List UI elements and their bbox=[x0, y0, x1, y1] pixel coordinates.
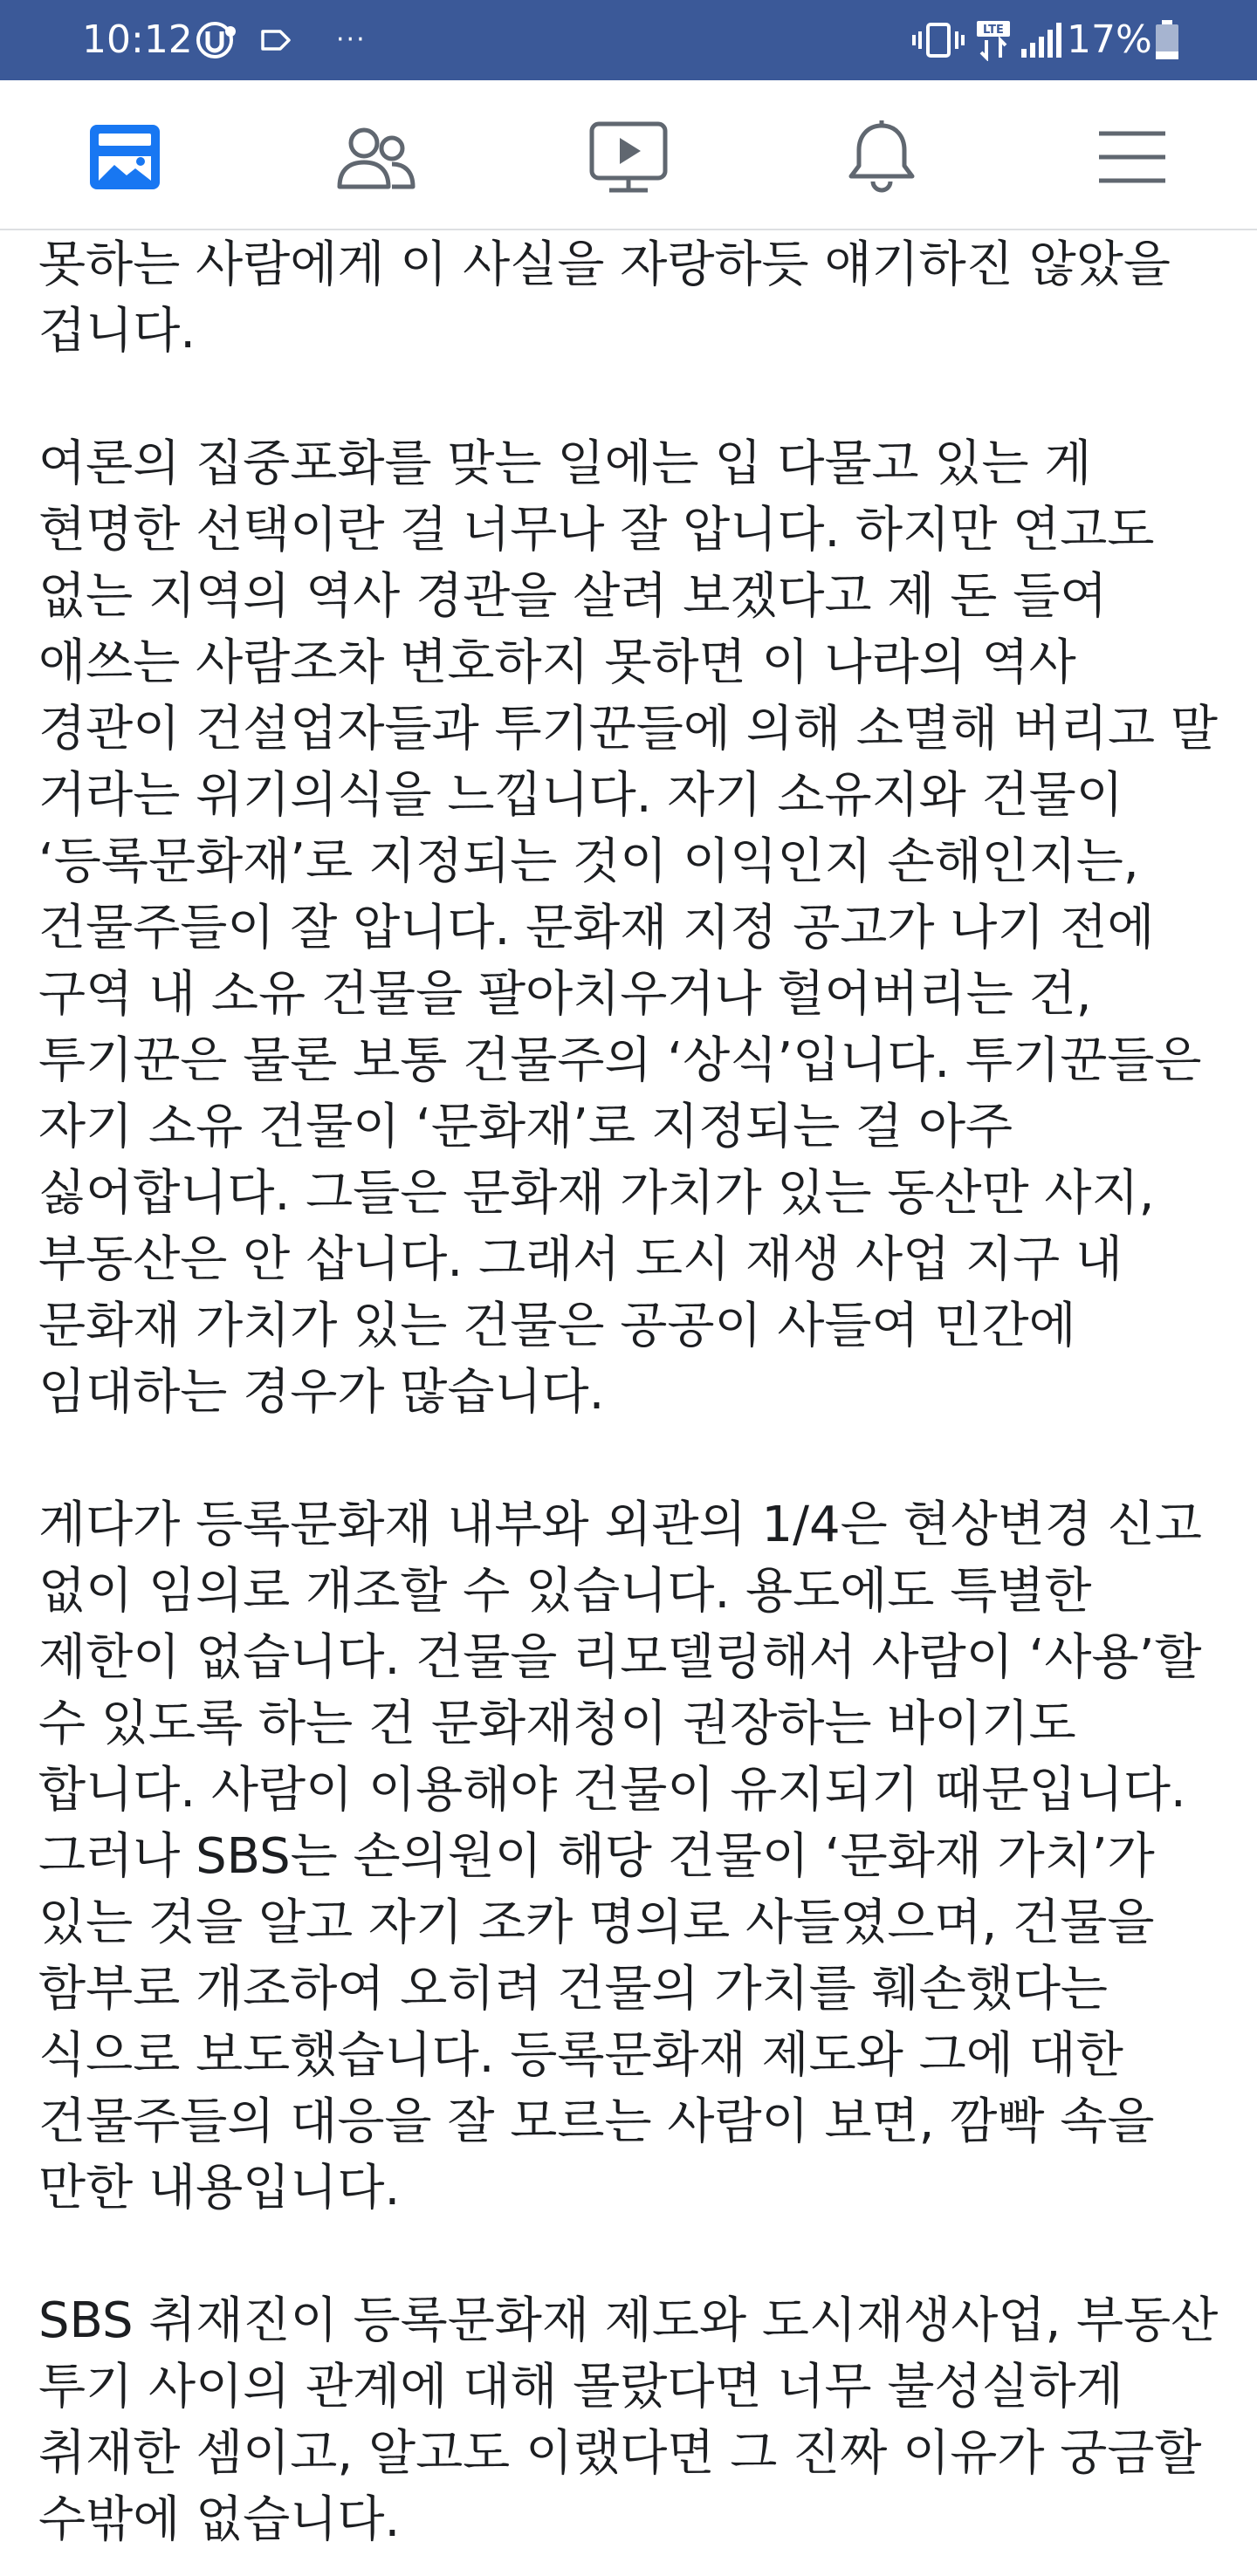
text-line: 구역 내 소유 건물을 팔아치우거나 헐어버리는 건, bbox=[38, 966, 1092, 1023]
text-line: 그러나 SBS는 손의원이 해당 건물이 ‘문화재 가치’가 bbox=[38, 1828, 1155, 1885]
vibrate-icon bbox=[912, 19, 965, 61]
text-line: 경관이 건설업자들과 투기꾼들에 의해 소멸해 버리고 말 bbox=[38, 701, 1219, 757]
text-line: 만한 내용입니다. bbox=[38, 2160, 401, 2216]
tab-watch[interactable] bbox=[572, 115, 685, 199]
tab-friends[interactable] bbox=[319, 115, 433, 199]
tab-news-feed[interactable] bbox=[68, 115, 182, 199]
text-line: 투기꾼은 물론 보통 건물주의 ‘상식’입니다. 투기꾼들은 bbox=[38, 1032, 1202, 1089]
text-line: 싫어합니다. 그들은 문화재 가치가 있는 동산만 사지, bbox=[38, 1165, 1155, 1222]
text-line: 건물주들이 잘 압니다. 문화재 지정 공고가 나기 전에 bbox=[38, 900, 1155, 956]
text-line: 함부로 개조하여 오히려 건물의 가치를 훼손했다는 bbox=[38, 1961, 1109, 2018]
overflow-dots: ··· bbox=[336, 24, 367, 55]
text-line: 식으로 보도했습니다. 등록문화재 제도와 그에 대한 bbox=[38, 2027, 1123, 2084]
text-line: 합니다. 사람이 이용해야 건물이 유지되기 때문입니다. bbox=[38, 1762, 1186, 1819]
text-line: 부동산은 안 삽니다. 그래서 도시 재생 사업 지구 내 bbox=[38, 1231, 1123, 1288]
text-line: 여론의 집중포화를 맞는 일에는 입 다물고 있는 게 bbox=[38, 435, 1092, 492]
tab-menu[interactable] bbox=[1075, 115, 1189, 199]
text-line: 취재한 셈이고, 알고도 이랬다면 그 진짜 이유가 궁금할 bbox=[38, 2425, 1202, 2482]
text-line: SBS 취재진이 등록문화재 제도와 도시재생사업, 부동산 bbox=[38, 2292, 1219, 2349]
battery-icon bbox=[1154, 19, 1180, 61]
status-bar bbox=[0, 0, 1257, 80]
signal-icon bbox=[1020, 19, 1061, 61]
text-line: 건물주들의 대응을 잘 모르는 사람이 보면, 깜빡 속을 bbox=[38, 2093, 1155, 2150]
text-line: 문화재 가치가 있는 건물은 공공이 사들여 민간에 bbox=[38, 1298, 1076, 1354]
bell-icon bbox=[846, 119, 917, 195]
text-line: 애쓰는 사람조차 변호하지 못하면 이 나라의 역사 bbox=[38, 634, 1076, 691]
text-line: 없는 지역의 역사 경관을 살려 보겠다고 제 돈 들여 bbox=[38, 568, 1108, 625]
text-line: 게다가 등록문화재 내부와 외관의 1/4은 현상변경 신고 bbox=[38, 1497, 1202, 1553]
text-line: 임대하는 경우가 많습니다. bbox=[38, 1364, 605, 1421]
text-line: 수 있도록 하는 건 문화재청이 권장하는 바이기도 bbox=[38, 1696, 1076, 1752]
watch-icon bbox=[588, 120, 669, 194]
app-notification-icon bbox=[196, 19, 239, 61]
tag-icon bbox=[260, 19, 292, 61]
status-time: 10:12 bbox=[82, 17, 193, 62]
friends-icon bbox=[334, 122, 418, 192]
news-feed-icon bbox=[86, 121, 163, 193]
text-line: 거라는 위기의식을 느낍니다. 자기 소유지와 건물이 bbox=[38, 767, 1123, 824]
text-line: 투기 사이의 관계에 대해 몰랐다면 너무 불성실하게 bbox=[38, 2359, 1123, 2415]
text-line: 못하는 사람에게 이 사실을 자랑하듯 얘기하진 않았을 bbox=[38, 236, 1171, 293]
tab-notifications[interactable] bbox=[825, 115, 938, 199]
text-line: 현명한 선택이란 걸 너무나 잘 압니다. 하지만 연고도 bbox=[38, 502, 1155, 558]
hamburger-menu-icon bbox=[1096, 127, 1169, 188]
text-line: 있는 것을 알고 자기 조카 명의로 사들였으며, 건물을 bbox=[38, 1894, 1155, 1951]
text-line: 겁니다. bbox=[38, 303, 196, 360]
text-line: 제한이 없습니다. 건물을 리모델링해서 사람이 ‘사용’할 bbox=[38, 1629, 1202, 1686]
text-line: 없이 임의로 개조할 수 있습니다. 용도에도 특별한 bbox=[38, 1563, 1092, 1620]
volte-icon bbox=[976, 19, 1011, 61]
text-line: ‘등록문화재’로 지정되는 것이 이익인지 손해인지는, bbox=[38, 833, 1139, 890]
text-line: 자기 소유 건물이 ‘문화재’로 지정되는 걸 아주 bbox=[38, 1099, 1013, 1155]
battery-percent: 17% bbox=[1067, 17, 1152, 62]
top-nav-bar bbox=[0, 80, 1257, 230]
post-body bbox=[38, 232, 1243, 2553]
svg-text:LTE: LTE bbox=[983, 24, 1004, 37]
text-line: 수밖에 없습니다. bbox=[38, 2491, 401, 2548]
